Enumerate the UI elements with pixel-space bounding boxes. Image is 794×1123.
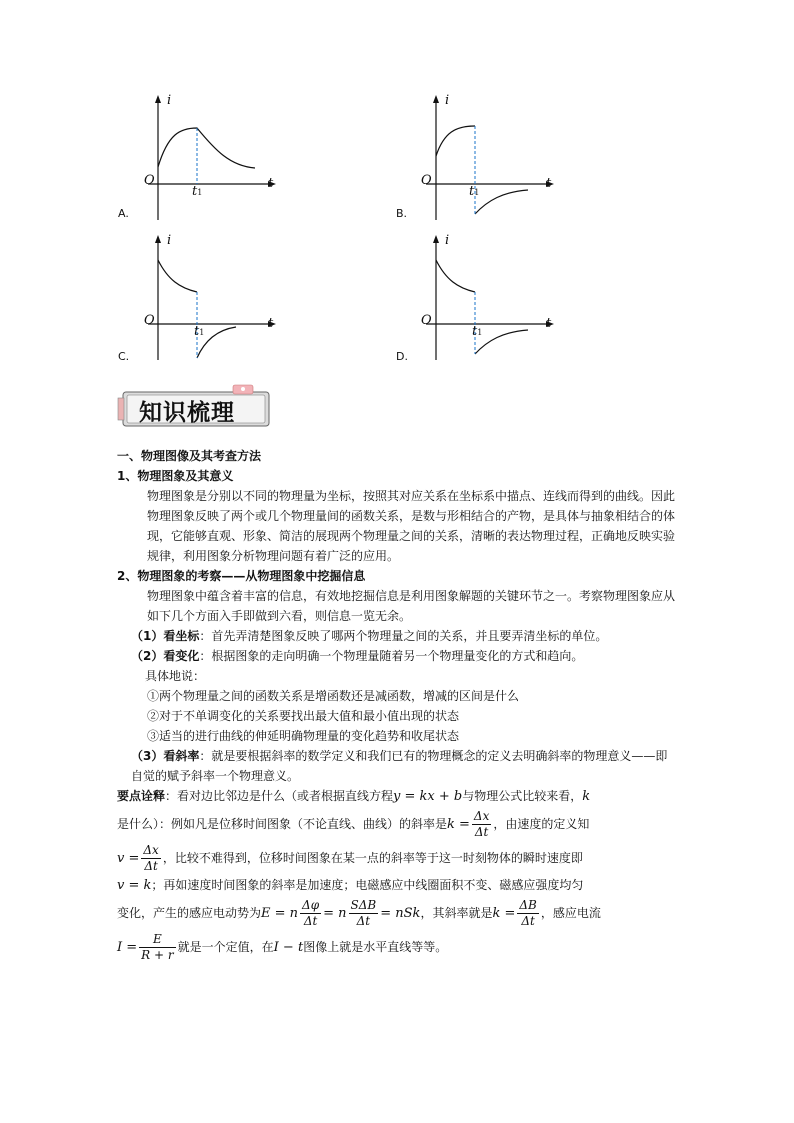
paragraph-1: 物理图象是分别以不同的物理量为坐标，按照其对应关系在坐标系中描点、连线而得到的曲线。因此物理图象反映了两个或几个物理量间的函数关系，是数与形相结合的产物，是具体与抽象相结合的体现，它能够直观、形象、简洁的展现两个物理量之间的关系，清晰的表达物理过程，正确地反映实验规律，利用图象分析物理问题有着广泛的应用。 xyxy=(147,489,676,563)
key-point-line-2: 是什么）：例如凡是位移时间图象（不论直线、曲线）的斜率是k = $\frac{\Delta x}{\Delta t}$ ，由速度的定义知 xyxy=(117,809,590,839)
graph-c xyxy=(140,232,310,367)
item-look-slope: （3）看斜率：就是要根据斜率的数学定义和我们已有的物理概念的定义去明确斜率的物理意义——即自觉的赋予斜率一个物理意义。 xyxy=(131,749,668,783)
fraction-dx-dt-2: $\frac{\Delta x}{\Delta t}$ xyxy=(143,843,159,873)
graph-b-x-label: t xyxy=(546,176,552,191)
graph-c-origin: O xyxy=(144,313,155,328)
option-c-label: C. xyxy=(118,350,130,363)
section-banner xyxy=(117,384,275,430)
option-a-label: A. xyxy=(118,207,129,220)
heading-1-1: 1、物理图象及其意义 xyxy=(117,469,234,483)
option-d-label: D. xyxy=(396,350,408,363)
key-point-line-3: v = $\frac{\Delta x}{\Delta t}$ ，比较不难得到，位移时间图象在某一点的斜率等于这一时刻物体的瞬时速度即 xyxy=(117,843,583,873)
graph-c-x-label: t xyxy=(268,316,274,331)
graph-b-y-label: i xyxy=(445,93,450,108)
sub-item-1: ①两个物理量之间的函数关系是增函数还是减函数，增减的区间是什么 xyxy=(147,689,520,703)
fraction-dphi-dt: $\frac{\Delta\varphi}{\Delta t}$ xyxy=(302,898,320,928)
graph-d-x-label: t xyxy=(546,316,552,331)
graph-c-plot xyxy=(140,232,310,367)
sub-item-3: ③适当的进行曲线的伸延明确物理量的变化趋势和收尾状态 xyxy=(147,729,460,743)
item-look-change: （2）看变化：根据图象的走向明确一个物理量随着另一个物理量变化的方式和趋向。 xyxy=(131,649,584,663)
heading-1-2: 2、物理图象的考察——从物理图象中挖掘信息 xyxy=(117,569,366,583)
knowledge-content xyxy=(117,446,677,964)
banner-title: 知识梳理 xyxy=(139,399,235,426)
fraction-db-dt: $\frac{\Delta B}{\Delta t}$ xyxy=(519,898,537,928)
sub-item-2: ②对于不单调变化的关系要找出最大值和最小值出现的状态 xyxy=(147,709,460,723)
specific-text: 具体地说： xyxy=(145,669,206,683)
graph-a-plot xyxy=(140,92,310,227)
graph-a-x-label: t xyxy=(268,176,274,191)
paragraph-2: 物理图象中蕴含着丰富的信息，有效地挖掘信息是利用图象解题的关键环节之一。考察物理图象应从如下几个方面入手即做到六看，则信息一览无余。 xyxy=(147,589,676,623)
graph-a xyxy=(140,92,310,227)
graph-a-origin: O xyxy=(144,173,155,188)
fraction-sdb-dt: $\frac{\text{SΔB}}{\Delta t}$ xyxy=(350,898,377,928)
fraction-dx-dt: $\frac{\Delta x}{\Delta t}$ xyxy=(473,809,490,839)
graph-d-t1: t1 xyxy=(472,324,483,339)
fraction-e-rr: $\frac{E}{R + r}$ xyxy=(141,932,174,962)
key-point-line-1: 要点诠释：看对边比邻边是什么（或者根据直线方程y = kx + b与物理公式比较来看，k xyxy=(117,789,591,804)
graph-b-plot xyxy=(418,92,588,227)
graph-a-t1: t1 xyxy=(192,184,203,199)
graph-b-t1: t1 xyxy=(469,184,480,199)
heading-1: 一、物理图像及其考查方法 xyxy=(117,449,262,463)
graph-c-y-label: i xyxy=(167,233,172,248)
graph-d-origin: O xyxy=(421,313,432,328)
key-point-line-4: v = k；再如速度时间图象的斜率是加速度；电磁感应中线圈面积不变、磁感应强度均匀 xyxy=(117,878,584,893)
graph-a-y-label: i xyxy=(167,93,172,108)
option-b-label: B. xyxy=(396,207,408,220)
graph-d-y-label: i xyxy=(445,233,450,248)
key-point-line-5: 变化，产生的感应电动势为E = n $\frac{\Delta\varphi}{\Delta t}$ = n $\frac{\text{SΔB}}{\Delta t}$ = nSk，其斜率就是k = $\frac{\Delta B}{\Delta t}$ ，感应电流 xyxy=(117,898,601,928)
graph-b-origin: O xyxy=(421,173,432,188)
graph-d xyxy=(418,232,588,367)
graph-b xyxy=(418,92,588,227)
graph-c-t1: t1 xyxy=(194,324,205,339)
key-point-line-6: I = $\frac{E}{R + r}$ 就是一个定值，在I − t图像上就是水平直线等等。 xyxy=(117,932,448,962)
graph-d-plot xyxy=(418,232,588,367)
item-look-coordinates: （1）看坐标：首先弄清楚图象反映了哪两个物理量之间的关系，并且要弄清坐标的单位。 xyxy=(131,629,608,643)
